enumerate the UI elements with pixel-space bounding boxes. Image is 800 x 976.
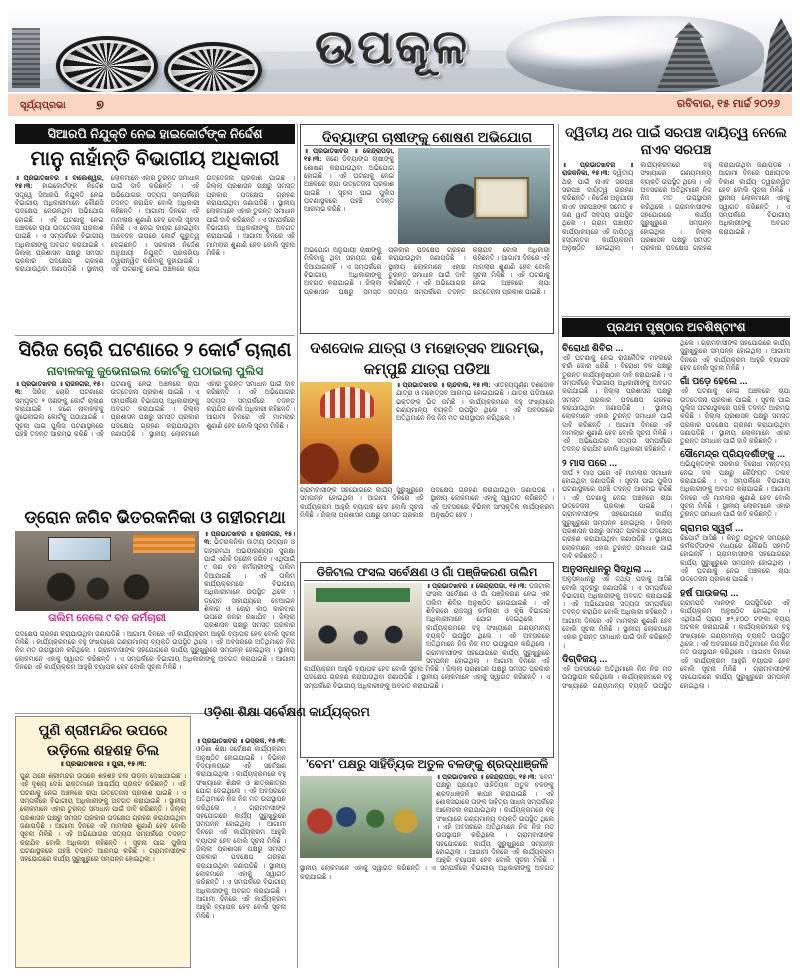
article-headline: ଦଶଦୋଳ ଯାତ୍ରା ଓ ମହୋତ୍ସବ ଆରମ୍ଭ, କମ୍ପୁଛି ଯାତ୍ରା ପଡିଆ (310, 340, 544, 378)
continued-paragraph: ଅନୁସନ୍ଧାନରୁ ଏହି ତଥ୍ୟ ପଦାକୁ ଆସିଛି ବୋଲି ସୂତ୍ରରୁ ଜଣାପଡ଼ିଛି । ଏ ସମ୍ପର୍କରେ ବିଭାଗୀୟ ଅଧିକାରୀଙ୍କୁ ଅବଗତ କରାଯାଇଛି । ଏହି ଅଭିଯୋଗର ସତ୍ୟତା ସମ୍ପର୍କରେ ତଦନ୍ତ କରାଯିବ ବୋଲି ଅଧିକାରୀ କହିଛନ୍ତି । ଆଗାମୀ ଦିନରେ ଏହି ମାମଲାର ଶୁଣାଣି ହେବ ବୋଲି ସୂଚନା ମିଳିଛି । ସ୍ଥାନୀୟ ଲୋକମାନେ ଏହାର ତୁରନ୍ତ ସମାଧାନ ପାଇଁ ଦାବି କରିଛନ୍ତି । (562, 576, 672, 650)
article-photo-training-meeting (15, 531, 199, 611)
article-headline: ଡିଜିଟାଲ ଫସଲ ସର୍ବେକ୍ଷଣ ଓ ଗାଁ ପଞ୍ଜିକରଣ ତାଲିମ (304, 566, 550, 581)
projector-screen (48, 537, 111, 561)
article-headline: ମାନୁ ନାହାଁନ୍ତି ବିଭାଗୀୟ ଅଧିକାରୀ (30, 148, 280, 170)
article-photo-festival (300, 382, 392, 484)
article-dateline: ॥ ପ୍ରଭାତଖବର ॥ ରାଜନଗର, ୧୫।୩: (204, 531, 295, 547)
article-body (196, 738, 286, 966)
article-paragraph: ପୁଣି ଥରେ ଶ୍ରୀମନ୍ଦିର ଉପରେ ଶହଶହ ଚିଲ ଉଡ଼ିବା ଦେଖାଯାଇଛି । ଏହି ଦୃଶ୍ୟ ଦେଖି ଭକ୍ତମାନେ ଆଶ୍ଚର୍ଯ୍ୟ ପ୍ରକଟ କରିଛନ୍ତି । ଏହି ଘଟଣାକୁ ନେଇ ଅଞ୍ଚଳରେ ଚାପା ଉତ୍ତେଜନା ପ୍ରକାଶ ପାଇଛି । ଏ ସମ୍ପର୍କରେ ବିଭାଗୀୟ ଅଧିକାରୀଙ୍କୁ ଅବଗତ କରାଯାଇଛି । ସ୍ଥାନୀୟ ଲୋକମାନେ ଏହାର ତୁରନ୍ତ ସମାଧାନ ପାଇଁ ଦାବି କରିଛନ୍ତି । ଜିଲ୍ଲା ପ୍ରଶାସନ ପକ୍ଷରୁ ସମସ୍ତ ପ୍ରକାର ପଦକ୍ଷେପ ଗ୍ରହଣ କରାଯାଉଥିବା ଜଣାପଡ଼ିଛି । ଆଗାମୀ ଦିନରେ ଏହି ମାମଲାର ଶୁଣାଣି ହେବ ବୋଲି ସୂଚନା ମିଳିଛି । ଏହି ଅଭିଯୋଗର ସତ୍ୟତା ସମ୍ପର୍କରେ ତଦନ୍ତ କରାଯିବ ବୋଲି ଅଧିକାରୀ କହିଛନ୍ତି । ସୂଚନା ପାଇ ପୁଲିସ ଘଟଣାସ୍ଥଳରେ ପହଞ୍ଚି ତଦନ୍ତ ଆରମ୍ଭ କରିଛି । ଗ୍ରାମବାସୀଙ୍କ ସହଯୋଗରେ କାର୍ଯ୍ୟ ସୁରୁଖୁରୁରେ ସମ୍ପନ୍ନ ହୋଇଥିଲା । (20, 773, 186, 864)
continued-item (680, 376, 790, 446)
date-strip (8, 94, 792, 116)
article-body (15, 381, 295, 501)
article-paragraph: ହାଇକୋର୍ଟଙ୍କ ନିର୍ଦ୍ଦେଶ ସତ୍ତ୍ୱେ ସିଆରପି ନିଯୁକ୍ତି ନେଇ ବିଭାଗୀୟ ଅଧିକାରୀମାନେ କୌଣସି ପଦକ୍ଷେପ ନେଉନଥିବା ଅଭିଯୋଗ ହୋଇଛି । ଏହି ଘଟଣାକୁ ନେଇ ଅଞ୍ଚଳରେ ଚାପା ଉତ୍ତେଜନା ପ୍ରକାଶ ପାଇଛି । ଏ ସମ୍ପର୍କରେ ବିଭାଗୀୟ ଅଧିକାରୀଙ୍କୁ ଅବଗତ କରାଯାଇଛି । ଜିଲ୍ଲା ପ୍ରଶାସନ ପକ୍ଷରୁ ସମସ୍ତ ପ୍ରକାର ପଦକ୍ଷେପ ଗ୍ରହଣ କରାଯାଉଥିବା ଜଣାପଡ଼ିଛି । ସ୍ଥାନୀୟ ଲୋକମାନେ ଏହାର ତୁରନ୍ତ ସମାଧାନ ପାଇଁ ଦାବି କରିଛନ୍ତି । ଏହି ଅଭିଯୋଗର ସତ୍ୟତା ସମ୍ପର୍କରେ ତଦନ୍ତ କରାଯିବ ବୋଲି ଅଧିକାରୀ କହିଛନ୍ତି । ଆଗାମୀ ଦିନରେ ଏହି ମାମଲାର ଶୁଣାଣି ହେବ ବୋଲି ସୂଚନା ମିଳିଛି । ଏ ନେଇ ଦାୟର ହୋଇଥିବା ଆବେଦନ ଉପରେ କୋର୍ଟ ଗୁରୁତ୍ୱ ଦେଇଛନ୍ତି । ସରକାରୀ ନିର୍ଦ୍ଦେଶ ଅନୁଯାୟୀ ନିଯୁକ୍ତି ପ୍ରକ୍ରିୟା ତ୍ୱରାନ୍ୱିତ କରିବାକୁ କୁହାଯାଇଛି । ଏହି ଘଟଣାକୁ ନେଇ ଅଞ୍ଚଳରେ ଚାପା ଉତ୍ତେଜନା ପ୍ରକାଶ ପାଇଛି । ଜିଲ୍ଲା ପ୍ରଶାସନ ପକ୍ଷରୁ ସମସ୍ତ ପ୍ରକାର ପଦକ୍ଷେପ ଗ୍ରହଣ କରାଯାଉଥିବା ଜଣାପଡ଼ିଛି । ସ୍ଥାନୀୟ ଲୋକମାନେ ଏହାର ତୁରନ୍ତ ସମାଧାନ ପାଇଁ ଦାବି କରିଛନ୍ତି । ଏ ସମ୍ପର୍କରେ ବିଭାଗୀୟ ଅଧିକାରୀଙ୍କୁ ଅବଗତ କରାଯାଇଛି । ଆଗାମୀ ଦିନରେ ଏହି ମାମଲାର ଶୁଣାଣି ହେବ ବୋଲି ସୂଚନା ମିଳିଛି । (15, 175, 295, 274)
article-photo-training-session (304, 583, 422, 661)
continued-subhead: ବିରୋଧୀ ଶିବିର ... (562, 343, 624, 354)
section-rule (15, 335, 295, 336)
section-rule (562, 316, 790, 317)
masthead-temple-photo-far-right (762, 18, 792, 92)
continued-subhead: ଗ୍ରାମର ସ୍ୱର୍ଗ ... (680, 522, 744, 534)
article-dateline: ॥ ପ୍ରଭାତଖବର ॥ ପୁରୀ, ୧୫।୩: (59, 761, 147, 768)
article-divyang-farmer (300, 124, 554, 334)
article-headline: ଡ୍ରୋନ ଜଗିବ ଭିତରକନିକା ଓ ଗହୀରମଥା (24, 508, 286, 527)
article-body (20, 773, 186, 961)
article-naib-sarpanch (562, 124, 790, 314)
continued-item (562, 564, 672, 651)
article-headline: ଦିବ୍ୟାଙ୍ଗ ଚାଷୀଙ୍କୁ ଶୋଷଣ ଅଭିଯୋଗ (304, 128, 550, 146)
article-dasadola-yatra (300, 338, 554, 558)
photo-label-overlay (133, 535, 196, 553)
masthead (8, 6, 792, 92)
continued-items (562, 340, 790, 968)
masthead-applique-umbrella-2 (164, 42, 262, 92)
banner-strip (316, 588, 410, 602)
continued-paragraph: ରିପୋର୍ଟ ଆସିଛି । କିନ୍ତୁ ଉଦ୍ଘାଟନ ସମୟରେ କର୍ମକର୍ତ୍ତାଙ୍କ ମଧ୍ୟରେ କୌଣସି ସହମତି ହୋଇନାହିଁ । ଗ୍ରାମବାସୀଙ୍କ ସହଯୋଗରେ କାର୍ଯ୍ୟ ସୁରୁଖୁରୁରେ ସମ୍ପନ୍ନ ହୋଇଥିଲା । ଏହି ଘଟଣାକୁ ନେଇ ଅଞ୍ଚଳରେ ଚାପା ଉତ୍ତେଜନା ପ୍ରକାଶ ପାଇଛି । (680, 534, 790, 584)
article-kicker: ସିଆରପି ନିଯୁକ୍ତି ନେଇ ହାଇକୋର୍ଟଙ୍କ ନିର୍ଦ୍ଦେଶ (15, 124, 295, 144)
continued-paragraph: ଦୀର୍ଘ ୨ ମାସ ପରେ ଏହି ମାମଲାର ସମାଧାନ ହୋଇଥିବା ଜଣାପଡ଼ିଛି । ସୂଚନା ପାଇ ପୁଲିସ ଘଟଣାସ୍ଥଳରେ ପହଞ୍ଚି ତଦନ୍ତ ଆରମ୍ଭ କରିଛି । ଏହି ଘଟଣାକୁ ନେଇ ଅଞ୍ଚଳରେ ଚାପା ଉତ୍ତେଜନା ପ୍ରକାଶ ପାଇଛି । ଗ୍ରାମବାସୀଙ୍କ ସହଯୋଗରେ କାର୍ଯ୍ୟ ସୁରୁଖୁରୁରେ ସମ୍ପନ୍ନ ହୋଇଥିଲା । ଜିଲ୍ଲା ପ୍ରଶାସନ ପକ୍ଷରୁ ସମସ୍ତ ପ୍ରକାର ପଦକ୍ଷେପ ଗ୍ରହଣ କରାଯାଉଥିବା ଜଣାପଡ଼ିଛି । ସ୍ଥାନୀୟ ଲୋକମାନେ ଏହାର ତୁରନ୍ତ ସମାଧାନ ପାଇଁ ଦାବି କରିଛନ୍ତି । (562, 469, 672, 560)
article-dateline: ॥ ପ୍ରଭାତଖବର ॥ କେନ୍ଦ୍ରାପଡ଼ା, ୧୫।୩: (436, 774, 537, 781)
article-paragraph: ଗ୍ରାମବାସୀଙ୍କ ସହଯୋଗରେ କାର୍ଯ୍ୟ ସୁରୁଖୁରୁରେ ସମ୍ପନ୍ନ ହୋଇଥିଲା । ଆଗାମୀ ଦିନରେ ଏହି କାର୍ଯ୍ୟକ୍ରମ ଆହୁରି ବ୍ୟାପକ ହେବ ବୋଲି ସୂଚନା ମିଳିଛି । ଜିଲ୍ଲା ପ୍ରଶାସନ ପକ୍ଷରୁ ସମସ୍ତ ପ୍ରକାର ପଦକ୍ଷେପ ଗ୍ରହଣ କରାଯାଉଥିବା ଜଣାପଡ଼ିଛି । ସ୍ଥାନୀୟ ଲୋକମାନେ ଏହାକୁ ସ୍ୱାଗତ କରିଛନ୍ତି । ଏହି ଅବସରରେ ବିଭିନ୍ନ ସାଂସ୍କୃତିକ କାର୍ଯ୍ୟକ୍ରମ ଅନୁଷ୍ଠିତ ହେବ । (300, 487, 554, 519)
masthead-applique-umbrella-1 (56, 36, 158, 92)
article-body (396, 382, 554, 484)
article-paragraph: ଡିଜିଟାଲ ଫସଲ ସର୍ବେକ୍ଷଣ ଓ ଗାଁ ପଞ୍ଜିକରଣ ନେଇ ଏକ ତାଲିମ ଶିବିର ଅନୁଷ୍ଠିତ ହୋଇଯାଇଛି । ଏହି ଶିବିରରେ ରାଜସ୍ୱ କର୍ମଚାରୀ ଓ କୃଷି ବିଭାଗର ଅଧିକାରୀମାନେ ଯୋଗ ଦେଇଥିଲେ । କାର୍ଯ୍ୟକ୍ରମରେ ବହୁ ସଂଖ୍ୟାରେ ଗଣ୍ୟମାନ୍ୟ ବ୍ୟକ୍ତି ଉପସ୍ଥିତ ଥିଲେ । ଏହି ଅବସରରେ ଅତିଥିମାନେ ନିଜ ନିଜ ମତ ଉପସ୍ଥାପନ କରିଥିଲେ । ଗ୍ରାମବାସୀଙ୍କ ସହଯୋଗରେ କାର୍ଯ୍ୟ ସୁରୁଖୁରୁରେ ସମ୍ପନ୍ନ ହୋଇଥିଲା । ଆଗାମୀ ଦିନରେ ଏହି କାର୍ଯ୍ୟକ୍ରମ ଆହୁରି ବ୍ୟାପକ ହେବ ବୋଲି ସୂଚନା ମିଳିଛି । ଜିଲ୍ଲା ପ୍ରଶାସନ ପକ୍ଷରୁ ସମସ୍ତ ପ୍ରକାର ପଦକ୍ଷେପ ଗ୍ରହଣ କରାଯାଉଥିବା ଜଣାପଡ଼ିଛି । ସ୍ଥାନୀୟ ଲୋକମାନେ ଏହାକୁ ସ୍ୱାଗତ କରିଛନ୍ତି । ଏ ସମ୍ପର୍କରେ ବିଭାଗୀୟ ଅଧିକାରୀଙ୍କୁ ଅବଗତ କରାଯାଇଛି । (304, 583, 550, 690)
article-photo-group (300, 776, 432, 858)
article-crp-highcourt (15, 124, 295, 334)
continued-item (562, 343, 672, 455)
continued-subhead: ୨ ମାସ ପରେ ... (562, 457, 618, 469)
continued-paragraph: ଏହି ଅବସରରେ ଅତିଥିମାନେ ନିଜ ନିଜ ମତ ଉପସ୍ଥାପନ କରିଥିଲେ । କାର୍ଯ୍ୟକ୍ରମରେ ବହୁ ସଂଖ୍ୟାରେ ଗଣ୍ୟମାନ୍ୟ ବ୍ୟକ୍ତି ଉପସ୍ଥିତ ଥିଲେ । ଗ୍ରାମବାସୀଙ୍କ ସହଯୋଗରେ କାର୍ଯ୍ୟ ସୁରୁଖୁରୁରେ ସମ୍ପନ୍ନ ହୋଇଥିଲା । ଆଗାମୀ ଦିନରେ ଏହି କାର୍ଯ୍ୟକ୍ରମ ଆହୁରି ବ୍ୟାପକ ହେବ ବୋଲି ସୂଚନା ମିଳିଛି । (562, 340, 790, 690)
article-body (300, 774, 554, 966)
continued-subhead: ଅନୁସନ୍ଧାନରୁ ସିଦ୍ଧିଲା ... (562, 564, 652, 576)
continued-paragraph: ଅଭିଯୁକ୍ତଙ୍କ ସରକାର ବିରୋଧୀ ମନ୍ତବ୍ୟ ନେଇ ଦଳ ପକ୍ଷରୁ କୈଫିୟତ ତଲବ କରାଯାଇଛି । ଏ ସମ୍ପର୍କରେ ବିଭାଗୀୟ ଅଧିକାରୀଙ୍କୁ ଅବଗତ କରାଯାଇଛି । ଆଗାମୀ ଦିନରେ ଏହି ମାମଲାର ଶୁଣାଣି ହେବ ବୋଲି ସୂଚନା ମିଳିଛି । ସ୍ଥାନୀୟ ଲୋକମାନେ ଏହାର ତୁରନ୍ତ ସମାଧାନ ପାଇଁ ଦାବି କରିଛନ୍ତି । (680, 461, 790, 519)
article-dateline: ॥ ପ୍ରଭାତଖବର ॥ ରାଜନଗର, ୧୫।୩: (15, 381, 104, 397)
edition-label: ସୂର୍ଯ୍ୟପ୍ରଭା (20, 100, 66, 111)
article-paragraph: ଦ୍ୱିତୀୟ ଥର ପାଇଁ ନାଏବ ସରପଞ୍ଚ ସରପଞ୍ଚ ଦାୟିତ୍ୱ ଗ୍ରହଣ କରିଛନ୍ତି । ନିର୍ଦ୍ଦେଶ ଅନୁଯାୟୀ ନାଏବ ସରପଞ୍ଚଙ୍କ ସମେତ ୫ ଜଣ ୱାର୍ଡ ସଦସ୍ୟ ଉପସ୍ଥିତ ଥିଲେ । ଗ୍ରାମ ପଞ୍ଚାୟତ କାର୍ଯ୍ୟାଳୟରେ ଏହି ଦାୟିତ୍ୱ ହସ୍ତାନ୍ତର କାର୍ଯ୍ୟକ୍ରମ ଅନୁଷ୍ଠିତ ହୋଇଥିଲା । କାର୍ଯ୍ୟକ୍ରମରେ ବହୁ ସଂଖ୍ୟାରେ ଗଣ୍ୟମାନ୍ୟ ବ୍ୟକ୍ତି ଉପସ୍ଥିତ ଥିଲେ । ଏହି ଅବସରରେ ଅତିଥିମାନେ ନିଜ ନିଜ ମତ ଉପସ୍ଥାପନ କରିଥିଲେ । ଗ୍ରାମବାସୀଙ୍କ ସହଯୋଗରେ କାର୍ଯ୍ୟ ସୁରୁଖୁରୁରେ ସମ୍ପନ୍ନ ହୋଇଥିଲା । ଜିଲ୍ଲା ପ୍ରଶାସନ ପକ୍ଷରୁ ସମସ୍ତ ପ୍ରକାର ପଦକ୍ଷେପ ଗ୍ରହଣ କରାଯାଉଥିବା ଜଣାପଡ଼ିଛି । ଆଗାମୀ ଦିନରେ ପଞ୍ଚାୟତର ବିକାଶ କାର୍ଯ୍ୟ ତ୍ୱରାନ୍ୱିତ ହେବ ବୋଲି ସୂଚନା ମିଳିଛି । ସ୍ଥାନୀୟ ଲୋକମାନେ ଏହାକୁ ସ୍ୱାଗତ କରିଛନ୍ତି । ଏ ସମ୍ପର୍କରେ ବିଭାଗୀୟ ଅଧିକାରୀଙ୍କୁ ଅବଗତ କରାଯାଇଛି । (562, 162, 790, 253)
continued-subhead: ଦିଗ୍‌ବିଜୟ ... (562, 654, 608, 665)
article-body (15, 531, 295, 711)
article-body (304, 247, 550, 329)
article-theft-court (15, 338, 295, 504)
article-bem-tribute (300, 757, 554, 968)
continued-item (562, 458, 672, 561)
article-body (300, 487, 554, 555)
article-dateline: ॥ ପ୍ରଭାତଖବର ॥ କେନ୍ଦ୍ରାପଡ଼ା, ୧୫।୩: (304, 148, 394, 164)
article-dateline: ॥ ପ୍ରଭାତଖବର ॥ ଭଦ୍ରକ, ୧୫।୩: (196, 738, 286, 745)
continued-item (680, 449, 790, 519)
article-paragraph: ଅଭିଯୋଗ ଅନୁଯାୟୀ ଚାଷୀଙ୍କୁ ମିଳିବାକୁ ଥିବା ସହାୟତା ରାଶି ଦିଆଯାଇନାହିଁ । ଏ ସମ୍ପର୍କରେ ବିଭାଗୀୟ ଅଧିକାରୀଙ୍କୁ ଅବଗତ କରାଯାଇଛି । ଜିଲ୍ଲା ପ୍ରଶାସନ ପକ୍ଷରୁ ସମସ୍ତ ପ୍ରକାର ପଦକ୍ଷେପ ଗ୍ରହଣ କରାଯାଉଥିବା ଜଣାପଡ଼ିଛି । ସ୍ଥାନୀୟ ଲୋକମାନେ ଏହାର ତୁରନ୍ତ ସମାଧାନ ପାଇଁ ଦାବି କରିଛନ୍ତି । ଏହି ଅଭିଯୋଗର ସତ୍ୟତା ସମ୍ପର୍କରେ ତଦନ୍ତ କରାଯିବ ବୋଲି ଅଧିକାରୀ କହିଛନ୍ତି । ଆଗାମୀ ଦିନରେ ଏହି ମାମଲାର ଶୁଣାଣି ହେବ ବୋଲି ସୂଚନା ମିଳିଛି । ଏହି ଘଟଣାକୁ ନେଇ ଅଞ୍ଚଳରେ ଚାପା ଉତ୍ତେଜନା ପ୍ରକାଶ ପାଇଛି । (304, 247, 550, 296)
article-headline: ପୁଣି ଶ୍ରୀମନ୍ଦିର ଉପରେ ଉଡ଼ିଲେ ଶହଶହ ଚିଲ (38, 723, 168, 759)
article-subhead: ନାବାଳକକୁ ଜୁଭେନାଇଲ କୋର୍ଟକୁ ପଠାଇଲା ପୁଲିସ (46, 364, 264, 378)
article-photo-block (15, 531, 199, 626)
article-dateline: ॥ ପ୍ରଭାତଖବର ॥ କେନ୍ଦ୍ରାପଡ଼ା, ୧୫।୩: (426, 583, 527, 590)
section-header: ପ୍ରଥମ ପୃଷ୍ଠାର ଅବଶିଷ୍ଟାଂଶ (562, 318, 790, 337)
article-drone-bhitarkanika (15, 506, 295, 712)
article-dateline: ॥ ପ୍ରଭାତଖବର ॥ ଚାନ୍ଦବାଲି, ୧୫।୩: (396, 382, 491, 389)
certificate-frame (474, 177, 529, 219)
continued-paragraph: ଏହି ଘଟଣାକୁ ନେଇ ରାଜନୈତିକ ମହଲରେ ଚର୍ଚ୍ଚା ଜୋର ଧରିଛି । ବିରୋଧୀ ଦଳ ପକ୍ଷରୁ ତୁରନ୍ତ କାର୍ଯ୍ୟାନୁଷ୍ଠାନ ଦାବି କରାଯାଇଛି । ଏ ସମ୍ପର୍କରେ ବିଭାଗୀୟ ଅଧିକାରୀଙ୍କୁ ଅବଗତ କରାଯାଇଛି । ଜିଲ୍ଲା ପ୍ରଶାସନ ପକ୍ଷରୁ ସମସ୍ତ ପ୍ରକାର ପଦକ୍ଷେପ ଗ୍ରହଣ କରାଯାଉଥିବା ଜଣାପଡ଼ିଛି । ସ୍ଥାନୀୟ ଲୋକମାନେ ଏହାର ତୁରନ୍ତ ସମାଧାନ ପାଇଁ ଦାବି କରିଛନ୍ତି । ଆଗାମୀ ଦିନରେ ଏହି ମାମଲାର ଶୁଣାଣି ହେବ ବୋଲି ସୂଚନା ମିଳିଛି । ଏହି ଅଭିଯୋଗର ସତ୍ୟତା ସମ୍ପର୍କରେ ତଦନ୍ତ କରାଯିବ ବୋଲି ଅଧିକାରୀ କହିଛନ୍ତି । (562, 355, 672, 454)
continued-item (680, 588, 790, 691)
continued-subhead: ସୌମେନ୍ଦ୍ର ପ୍ରିୟଦର୍ଶୀଙ୍କୁ ... (680, 449, 785, 461)
continued-paragraph: ଗ୍ରାମପତି ମାନଙ୍କ ଉପସ୍ଥିତିରେ ଏହି କାର୍ଯ୍ୟକ୍ରମ ଅନୁଷ୍ଠିତ ହୋଇଥିଲା । ଏଥିପାଇଁ ପ୍ରାୟ ୭୨,୫୦୦ ଟଙ୍କା ବ୍ୟୟ ଅଟକଳ କରାଯାଇଛି । କାର୍ଯ୍ୟକ୍ରମରେ ବହୁ ସଂଖ୍ୟାରେ ଗଣ୍ୟମାନ୍ୟ ବ୍ୟକ୍ତି ଉପସ୍ଥିତ ଥିଲେ । ଏହି ଅବସରରେ ଅତିଥିମାନେ ନିଜ ନିଜ ମତ ଉପସ୍ଥାପନ କରିଥିଲେ । ଆଗାମୀ ଦିନରେ ଏହି କାର୍ଯ୍ୟକ୍ରମ ଆହୁରି ବ୍ୟାପକ ହେବ ବୋଲି ସୂଚନା ମିଳିଛି । ଗ୍ରାମବାସୀଙ୍କ ସହଯୋଗରେ କାର୍ଯ୍ୟ ସୁରୁଖୁରୁରେ ସମ୍ପନ୍ନ ହୋଇଥିଲା । (680, 599, 790, 690)
masthead-title: ଉପକୂଳ (314, 21, 470, 74)
article-body (562, 162, 790, 312)
article-body (15, 175, 295, 333)
article-paragraph: ସିରିଜ ଚୋରି ଘଟଣାରେ ସମ୍ପୃକ୍ତ ୨ ଜଣଙ୍କୁ କୋର୍ଟ ଚାଲାଣ କରାଯାଇଛି । ଜଣେ ନାବାଳକକୁ ଜୁଭେନାଇଲ କୋର୍ଟକୁ ପଠାଯାଇଛି । ସୂଚନା ପାଇ ପୁଲିସ ଘଟଣାସ୍ଥଳରେ ପହଞ୍ଚି ତଦନ୍ତ ଆରମ୍ଭ କରିଛି । ଏହି ଘଟଣାକୁ ନେଇ ଅଞ୍ଚଳରେ ଚାପା ଉତ୍ତେଜନା ପ୍ରକାଶ ପାଇଛି । ଏ ସମ୍ପର୍କରେ ବିଭାଗୀୟ ଅଧିକାରୀଙ୍କୁ ଅବଗତ କରାଯାଇଛି । ଜିଲ୍ଲା ପ୍ରଶାସନ ପକ୍ଷରୁ ସମସ୍ତ ପ୍ରକାର ପଦକ୍ଷେପ ଗ୍ରହଣ କରାଯାଉଥିବା ଜଣାପଡ଼ିଛି । ସ୍ଥାନୀୟ ଲୋକମାନେ ଏହାର ତୁରନ୍ତ ସମାଧାନ ପାଇଁ ଦାବି କରିଛନ୍ତି । ଏହି ଅଭିଯୋଗର ସତ୍ୟତା ସମ୍ପର୍କରେ ତଦନ୍ତ କରାଯିବ ବୋଲି ଅଧିକାରୀ କହିଛନ୍ତି । ଆଗାମୀ ଦିନରେ ଏହି ମାମଲାର ଶୁଣାଣି ହେବ ବୋଲି ସୂଚନା ମିଳିଛି । (15, 381, 295, 438)
article-dateline: ॥ ପ୍ରଭାତଖବର ॥ ରାଜକନିକା, ୧୫।୩: (562, 162, 634, 178)
continued-subhead: ହର୍ଷ ପାଉକଲା ... (680, 587, 739, 599)
page-number: ୭ (96, 97, 104, 112)
temple-silhouette (656, 22, 723, 92)
article-headline: ଓଡ଼ିଶା ଶିକ୍ଷା ସର୍ବେକ୍ଷଣ କାର୍ଯ୍ୟକ୍ରମ (204, 705, 370, 719)
article-paragraph: ଐତିହ୍ୟପୂର୍ଣ୍ଣ ଦଶଦୋଳ ଯାତ୍ରା ଓ ମହୋତ୍ସବ ଆରମ୍ଭ ହୋଇଯାଇଛି । ଯାତ୍ରା ପଡିଆରେ ଭକ୍ତଙ୍କ ଭିଡ଼ ଜମିଛି । କାର୍ଯ୍ୟକ୍ରମରେ ବହୁ ସଂଖ୍ୟାରେ ଗଣ୍ୟମାନ୍ୟ ବ୍ୟକ୍ତି ଉପସ୍ଥିତ ଥିଲେ । ଏହି ଅବସରରେ ଅତିଥିମାନେ ନିଜ ନିଜ ମତ ଉପସ୍ଥାପନ କରିଥିଲେ । (396, 382, 554, 423)
article-dateline: ॥ ପ୍ରଭାତଖବର ॥ ବାଲେଶ୍ୱର, ୧୫।୩: (15, 175, 104, 191)
continued-subhead: ଗାଁ ପଡ଼େ ହେଲେ ... (680, 376, 748, 388)
section-continued-from-page-one (562, 318, 790, 968)
chariot-canopy (320, 387, 373, 418)
continued-paragraph: ଏହି ଘଟଣାକୁ ନେଇ ଅଞ୍ଚଳରେ ଚାପା ଉତ୍ତେଜନା ପ୍ରକାଶ ପାଇଛି । ସୂଚନା ପାଇ ପୁଲିସ ଘଟଣାସ୍ଥଳରେ ପହଞ୍ଚି ତଦନ୍ତ ଆରମ୍ଭ କରିଛି । ଜିଲ୍ଲା ପ୍ରଶାସନ ପକ୍ଷରୁ ସମସ୍ତ ପ୍ରକାର ପଦକ୍ଷେପ ଗ୍ରହଣ କରାଯାଉଥିବା ଜଣାପଡ଼ିଛି । ସ୍ଥାନୀୟ ଲୋକମାନେ ଏହାର ତୁରନ୍ତ ସମାଧାନ ପାଇଁ ଦାବି କରିଛନ୍ତି । (680, 388, 790, 446)
article-paragraph: ଜଣେ ଦିବ୍ୟାଙ୍ଗ ଚାଷୀଙ୍କୁ ଶୋଷଣ କରାଯାଉଥିବା ଅଭିଯୋଗ ହୋଇଛି । ଏହି ଘଟଣାକୁ ନେଇ ଅଞ୍ଚଳରେ ଚାପା ଉତ୍ତେଜନା ପ୍ରକାଶ ପାଇଛି । ସୂଚନା ପାଇ ପୁଲିସ ଘଟଣାସ୍ଥଳରେ ପହଞ୍ଚି ତଦନ୍ତ ଆରମ୍ଭ କରିଛି । (304, 156, 394, 214)
masthead-temple-photo-left (12, 28, 40, 88)
photo-caption: ତାଲିମ ନେଲେ ୯ ବନ କର୍ମଚାରୀ (48, 612, 166, 624)
masthead-temple-photo-right (506, 16, 764, 92)
article-headline: 'ବେମ' ପକ୍ଷରୁ ସାହିତ୍ୟିକ ଅତୁଳ ବଳଙ୍କୁ ଶ୍ରଦ୍ଧାଞ୍ଜଳି (305, 757, 549, 771)
article-body (304, 148, 394, 244)
issue-date: ରବିବାର, ୧୫ ମାର୍ଚ୍ଚ ୨୦୨୬ (676, 98, 780, 110)
column-rule (558, 124, 559, 968)
article-paragraph: ଓଡ଼ିଶା ଶିକ୍ଷା ସର୍ବେକ୍ଷଣ କାର୍ଯ୍ୟକ୍ରମ ଅନୁଷ୍ଠିତ ହୋଇଯାଇଛି । ବିଭିନ୍ନ ବିଦ୍ୟାଳୟରେ ଏହି ସର୍ବେକ୍ଷଣ କରାଯାଇଥିଲା । କାର୍ଯ୍ୟକ୍ରମରେ ବହୁ ସଂଖ୍ୟାରେ ଶିକ୍ଷକ ଓ ଛାତ୍ରଛାତ୍ରୀ ଯୋଗ ଦେଇଥିଲେ । ଏହି ଅବସରରେ ଅତିଥିମାନେ ନିଜ ନିଜ ମତ ଉପସ୍ଥାପନ କରିଥିଲେ । ଗ୍ରାମବାସୀଙ୍କ ସହଯୋଗରେ କାର୍ଯ୍ୟ ସୁରୁଖୁରୁରେ ସମ୍ପନ୍ନ ହୋଇଥିଲା । ଆଗାମୀ ଦିନରେ ଏହି କାର୍ଯ୍ୟକ୍ରମ ଆହୁରି ବ୍ୟାପକ ହେବ ବୋଲି ସୂଚନା ମିଳିଛି । ଜିଲ୍ଲା ପ୍ରଶାସନ ପକ୍ଷରୁ ସମସ୍ତ ପ୍ରକାର ପଦକ୍ଷେପ ଗ୍ରହଣ କରାଯାଉଥିବା ଜଣାପଡ଼ିଛି । ସ୍ଥାନୀୟ ଲୋକମାନେ ଏହାକୁ ସ୍ୱାଗତ କରିଛନ୍ତି । ଏ ସମ୍ପର୍କରେ ବିଭାଗୀୟ ଅଧିକାରୀଙ୍କୁ ଅବଗତ କରାଯାଇଛି । ଆଗାମୀ ଦିନରେ ଏହି କାର୍ଯ୍ୟକ୍ରମ ଆହୁରି ବ୍ୟାପକ ହେବ ବୋଲି ସୂଚନା ମିଳିଛି । (196, 746, 286, 920)
article-kites-srimandir (15, 716, 191, 968)
article-paragraph: ଭିତରକନିକା ଜାତୀୟ ଉଦ୍ୟାନ ଓ ଗହୀରମଥା ଅଭୟାରଣ୍ୟର ସୁରକ୍ଷା ପାଇଁ ଏଣିକି ଡ୍ରୋନ ଜଗିବ । ଏଥିପାଇଁ ୯ ଜଣ ବନ କର୍ମଚାରୀଙ୍କୁ ତାଲିମ ଦିଆଯାଇଛି । ଏହି ତାଲିମ କାର୍ଯ୍ୟକ୍ରମରେ ବିଭାଗୀୟ ଅଧିକାରୀମାନେ ଉପସ୍ଥିତ ଥିଲେ । ଡ୍ରୋନ ସାହାଯ୍ୟରେ ବେଆଇନ ଶିକାର ଓ ଚୋରା କାଠ କାରବାର ଉପରେ ନଜର ରଖାଯିବ । ଜିଲ୍ଲା ପ୍ରଶାସନ ପକ୍ଷରୁ ସମସ୍ତ ପ୍ରକାର ପଦକ୍ଷେପ ଗ୍ରହଣ କରାଯାଉଥିବା ଜଣାପଡ଼ିଛି । ଆଗାମୀ ଦିନରେ ଏହି କାର୍ଯ୍ୟକ୍ରମ ଆହୁରି ବ୍ୟାପକ ହେବ ବୋଲି ସୂଚନା ମିଳିଛି । କାର୍ଯ୍ୟକ୍ରମରେ ବହୁ ସଂଖ୍ୟାରେ ଗଣ୍ୟମାନ୍ୟ ବ୍ୟକ୍ତି ଉପସ୍ଥିତ ଥିଲେ । ଏହି ଅବସରରେ ଅତିଥିମାନେ ନିଜ ନିଜ ମତ ଉପସ୍ଥାପନ କରିଥିଲେ । ଗ୍ରାମବାସୀଙ୍କ ସହଯୋଗରେ କାର୍ଯ୍ୟ ସୁରୁଖୁରୁରେ ସମ୍ପନ୍ନ ହୋଇଥିଲା । ସ୍ଥାନୀୟ ଲୋକମାନେ ଏହାକୁ ସ୍ୱାଗତ କରିଛନ୍ତି । ଏ ସମ୍ପର୍କରେ ବିଭାଗୀୟ ଅଧିକାରୀଙ୍କୁ ଅବଗତ କରାଯାଇଛି । ଆଗାମୀ ଦିନରେ ଏହି କାର୍ଯ୍ୟକ୍ରମ ଆହୁରି ବ୍ୟାପକ ହେବ ବୋଲି ସୂଚନା ମିଳିଛି । (15, 539, 295, 671)
article-paragraph: 'ବେମ' ପକ୍ଷରୁ ପ୍ରୟାତ ସାହିତ୍ୟିକ ଅତୁଳ ବଳଙ୍କୁ ଶ୍ରଦ୍ଧାଞ୍ଜଳି ଜ୍ଞାପନ କରାଯାଇଛି । ଏହି ଶୋକସଭାରେ ତାଙ୍କ ସାହିତ୍ୟ ସାଧନା ସମ୍ପର୍କରେ ଆଲୋଚନା କରାଯାଇଥିଲା । କାର୍ଯ୍ୟକ୍ରମରେ ବହୁ ସଂଖ୍ୟାରେ ଗଣ୍ୟମାନ୍ୟ ବ୍ୟକ୍ତି ଉପସ୍ଥିତ ଥିଲେ । ଏହି ଅବସରରେ ଅତିଥିମାନେ ନିଜ ନିଜ ମତ ଉପସ୍ଥାପନ କରିଥିଲେ । ଗ୍ରାମବାସୀଙ୍କ ସହଯୋଗରେ କାର୍ଯ୍ୟ ସୁରୁଖୁରୁରେ ସମ୍ପନ୍ନ ହୋଇଥିଲା । ଆଗାମୀ ଦିନରେ ଏହି କାର୍ଯ୍ୟକ୍ରମ ଆହୁରି ବ୍ୟାପକ ହେବ ବୋଲି ସୂଚନା ମିଳିଛି । ସ୍ଥାନୀୟ ଲୋକମାନେ ଏହାକୁ ସ୍ୱାଗତ କରିଛନ୍ତି । ଏ ସମ୍ପର୍କରେ ବିଭାଗୀୟ ଅଧିକାରୀଙ୍କୁ ଅବଗତ କରାଯାଇଛି । (300, 774, 554, 881)
article-headline: ଦ୍ୱିତୀୟ ଥର ପାଇଁ ସରପଞ୍ଚ ଦାୟିତ୍ୱ ନେଲେ ନାଏବ ସରପଞ୍ଚ (565, 125, 787, 157)
article-photo-man-with-certificate (398, 148, 550, 244)
article-headline: ସିରିଜ ଚୋରି ଘଟଣାରେ ୨ କୋର୍ଟ ଚାଲାଣ (18, 340, 292, 361)
continued-item (680, 523, 790, 585)
